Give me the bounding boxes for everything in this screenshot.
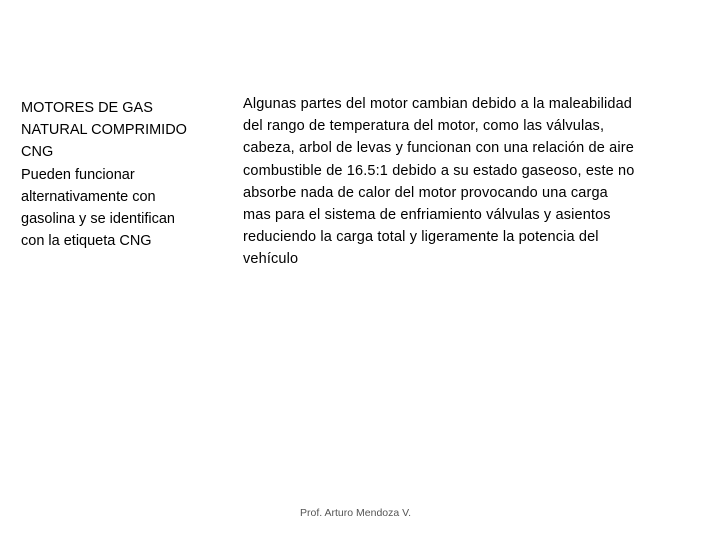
footer-author: Prof. Arturo Mendoza V. [300, 507, 412, 519]
left-text-block: MOTORES DE GAS NATURAL COMPRIMIDO CNG Pueden funcionar alternativamente con gasolina y se identifican con la etiqueta CNG [21, 100, 187, 250]
right-text-block: Algunas partes del motor cambian debido a la maleabilidad del rango de temperatura del motor, como las válvulas, cabeza, arbol de levas y funcionan con una relación de aire combustible de 16.5:1 debido a su estado gaseoso, este no absorbe nada de calor del motor provocando una carga mas para el sistema de enfriamiento válvulas y asientos reduciendo la carga total y ligeramente la potencia del vehículo [243, 96, 635, 268]
